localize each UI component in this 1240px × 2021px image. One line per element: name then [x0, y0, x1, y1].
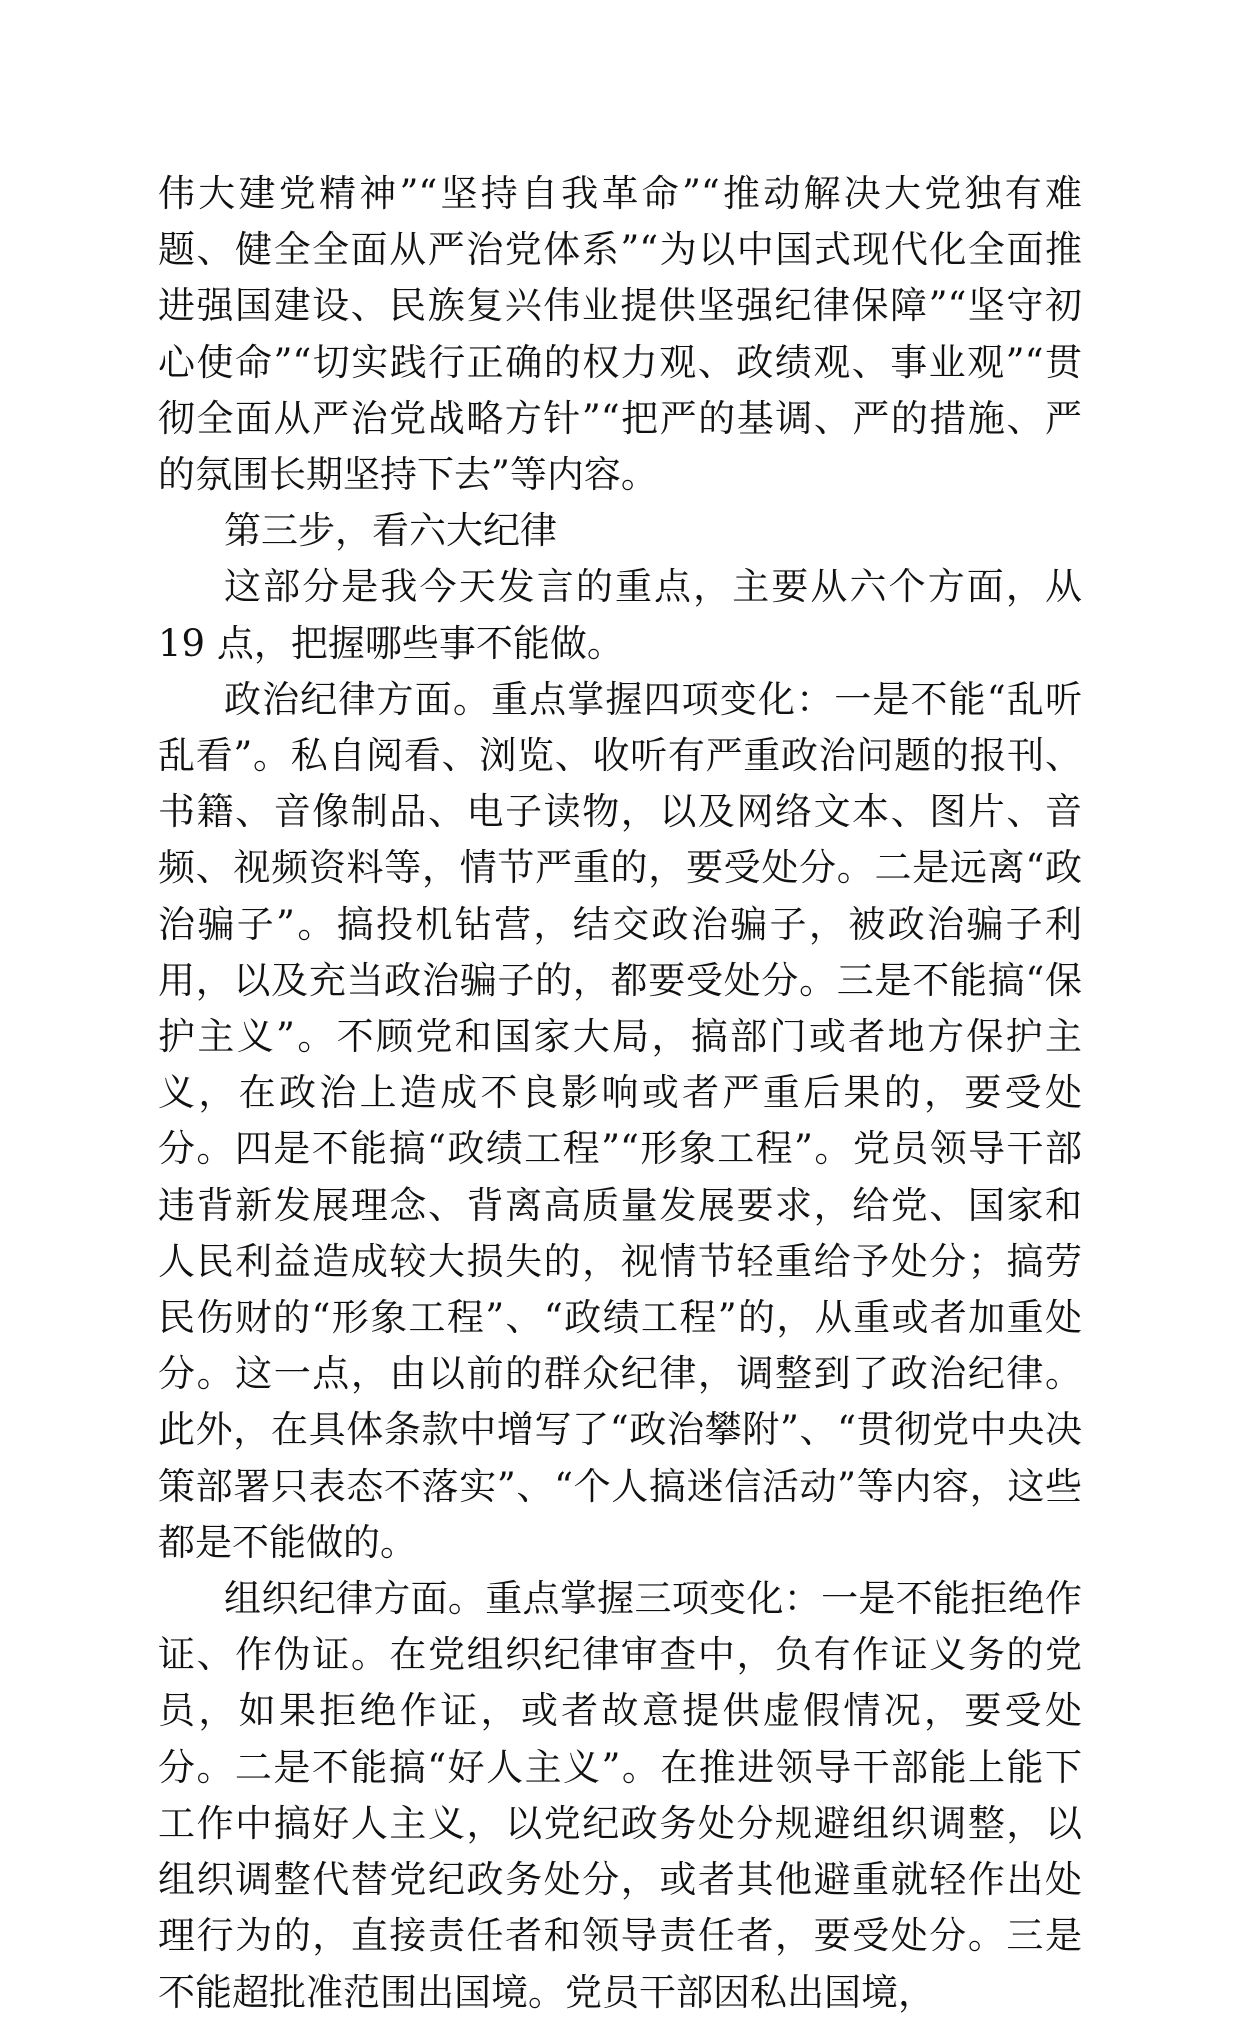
paragraph-continuation: 伟大建党精神”“坚持自我革命”“推动解决大党独有难题、健全全面从严治党体系”“为以中国式现代化全面推进强国建设、民族复兴伟业提供坚强纪律保障”“坚守初心使命”“切实践行正确的权力观、政绩观、事业观”“贯彻全面从严治党战略方针”“把严的基调、严的措施、严的氛围长期坚持下去”等内容。	[158, 172, 1082, 497]
paragraph-political-discipline: 政治纪律方面。重点掌握四项变化：一是不能“乱听乱看”。私自阅看、浏览、收听有严重政治问题的报刊、书籍、音像制品、电子读物，以及网络文本、图片、音频、视频资料等，情节严重的，要受处分。二是远离“政治骗子”。搞投机钻营，结交政治骗子，被政治骗子利用，以及充当政治骗子的，都要受处分。三是不能搞“保护主义”。不顾党和国家大局，搞部门或者地方保护主义，在政治上造成不良影响或者严重后果的，要受处分。四是不能搞“政绩工程”“形象工程”。党员领导干部违背新发展理念、背离高质量发展要求，给党、国家和人民利益造成较大损失的，视情节轻重给予处分；搞劳民伤财的“形象工程”、“政绩工程”的，从重或者加重处分。这一点，由以前的群众纪律，调整到了政治纪律。此外，在具体条款中增写了“政治攀附”、“贯彻党中央决策部署只表态不落实”、“个人搞迷信活动”等内容，这些都是不能做的。	[158, 677, 1082, 1564]
paragraph-focus: 这部分是我今天发言的重点，主要从六个方面，从 19 点，把握哪些事不能做。	[158, 565, 1082, 665]
paragraph-organizational-discipline: 组织纪律方面。重点掌握三项变化：一是不能拒绝作证、作伪证。在党组织纪律审查中，负有作证义务的党员，如果拒绝作证，或者故意提供虚假情况，要受处分。二是不能搞“好人主义”。在推进领导干部能上能下工作中搞好人主义，以党纪政务处分规避组织调整，以组织调整代替党纪政务处分，或者其他避重就轻作出处理行为的，直接责任者和领导责任者，要受处分。三是不能超批准范围出国境。党员干部因私出国境，	[158, 1577, 1082, 2014]
paragraph-step-three-heading: 第三步，看六大纪律	[224, 509, 557, 553]
body-text	[158, 166, 1082, 2021]
